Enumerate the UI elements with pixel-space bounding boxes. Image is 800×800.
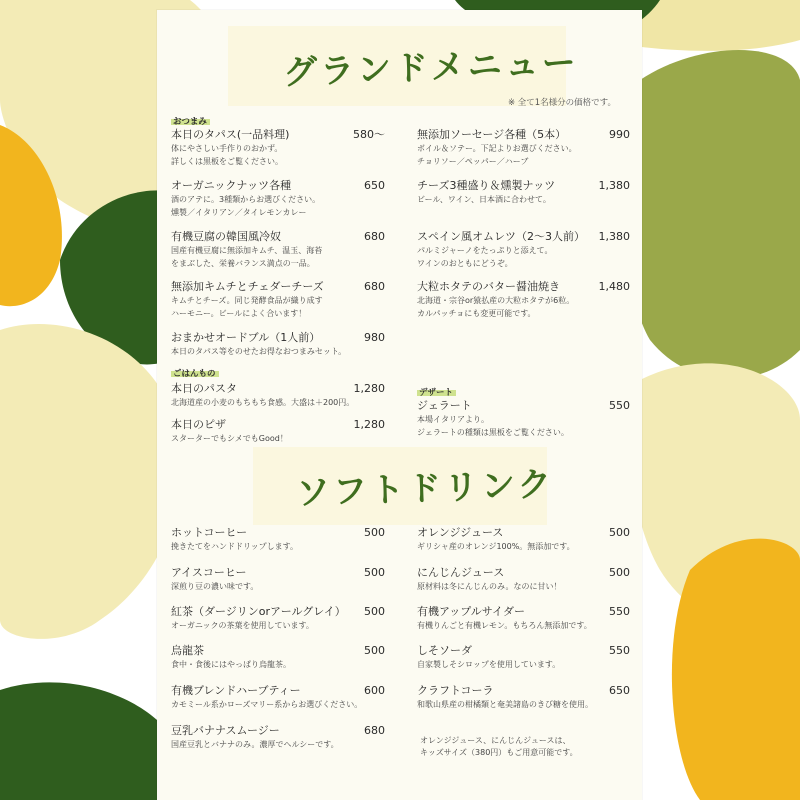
item-price: 600 xyxy=(364,684,385,697)
menu-item xyxy=(171,331,385,358)
item-desc: 食中・食後にはやっぱり烏龍茶。 xyxy=(171,660,291,669)
item-desc: 燻製／イタリアン／タイレモンカレー xyxy=(171,208,307,217)
item-desc: 詳しくは黒板をご覧ください。 xyxy=(171,157,283,166)
item-name: スペイン風オムレツ（2〜3人前） xyxy=(417,230,585,243)
menu-item xyxy=(417,605,630,632)
item-desc: 本日のタパス等をのせたお得なおつまみセット。 xyxy=(171,347,347,356)
menu-item xyxy=(171,280,385,320)
item-desc: 国産有機豆腐に無添加キムチ、温玉、海苔 xyxy=(171,246,323,255)
menu-item xyxy=(417,644,630,671)
item-name: しそソーダ xyxy=(417,644,472,657)
item-name: 本日のタパス(一品料理) xyxy=(171,128,290,141)
item-desc: ギリシャ産のオレンジ100%。無添加です。 xyxy=(417,542,575,551)
item-name: オーガニックナッツ各種 xyxy=(171,179,292,192)
item-price: 1,380 xyxy=(598,179,630,192)
menu-item xyxy=(417,399,630,439)
item-name: おまかせオードブル（1人前） xyxy=(171,331,321,344)
item-name: クラフトコーラ xyxy=(417,684,494,697)
menu-item xyxy=(417,280,630,320)
item-desc: キムチとチーズ。同じ発酵食品が織り成す xyxy=(171,296,323,305)
item-name: 大粒ホタテのバター醤油焼き xyxy=(417,280,560,293)
grand-menu-heading: グランドメニュー xyxy=(282,42,580,94)
item-name: 有機豆腐の韓国風冷奴 xyxy=(171,230,281,243)
item-price: 500 xyxy=(609,526,630,539)
kids-size-note xyxy=(420,735,578,759)
item-price: 1,380 xyxy=(598,230,630,243)
item-desc: パルミジャーノをたっぷりと添えて。 xyxy=(417,246,553,255)
menu-item xyxy=(417,128,630,168)
item-desc: 北海道産の小麦のもちもち食感。大盛は＋200円。 xyxy=(171,398,355,407)
item-desc: カルパッチョにも変更可能です。 xyxy=(417,309,536,318)
item-desc: チョリソー／ペッパー／ハーブ xyxy=(417,157,529,166)
olive-blob-right xyxy=(622,50,800,379)
kids-note-line: オレンジジュース、にんじんジュースは、 xyxy=(420,736,571,745)
item-name: ホットコーヒー xyxy=(171,526,248,539)
menu-item xyxy=(171,526,385,553)
item-price: 500 xyxy=(364,566,385,579)
menu-item xyxy=(171,605,385,632)
item-desc: 北海道・宗谷or猿払産の大粒ホタテが6粒。 xyxy=(417,296,575,305)
menu-item xyxy=(417,566,630,593)
item-name: 有機ブレンドハーブティー xyxy=(171,684,301,697)
menu-item xyxy=(171,684,385,711)
item-name: 紅茶（ダージリンorアールグレイ） xyxy=(171,605,346,618)
item-price: 980 xyxy=(364,331,385,344)
item-price: 1,480 xyxy=(598,280,630,293)
item-price: 1,280 xyxy=(353,418,385,431)
menu-item xyxy=(171,179,385,219)
item-desc: 本場イタリアより。 xyxy=(417,415,489,424)
item-desc: ワインのおともにどうぞ。 xyxy=(417,259,513,268)
item-desc: 原材料は冬にんじんのみ。なのに甘い！ xyxy=(417,582,562,591)
category-otsumami: おつまみ xyxy=(171,115,210,127)
item-desc: ハーモニー。ビールによく合います！ xyxy=(171,309,307,318)
category-gohan: ごはんもの xyxy=(171,367,219,379)
item-name: 本日のパスタ xyxy=(171,382,237,395)
item-desc: 有機りんごと有機レモン。もちろん無添加です。 xyxy=(417,621,592,630)
item-desc: 体にやさしい手作りのおかず。 xyxy=(171,144,283,153)
item-name: 烏龍茶 xyxy=(171,644,204,657)
menu-item xyxy=(171,128,385,168)
menu-item xyxy=(171,382,385,409)
item-desc: カモミール系かローズマリー系からお選びください。 xyxy=(171,700,363,709)
price-note: ※ 全て1名様分の価格です。 xyxy=(507,98,616,108)
item-price: 580〜 xyxy=(353,128,385,141)
item-name: アイスコーヒー xyxy=(171,566,247,579)
item-price: 990 xyxy=(609,128,630,141)
item-price: 500 xyxy=(609,566,630,579)
item-desc: ボイル＆ソテー。下記よりお選びください。 xyxy=(417,144,577,153)
item-price: 550 xyxy=(609,399,630,412)
item-desc: 国産豆乳とバナナのみ。濃厚でヘルシーです。 xyxy=(171,740,339,749)
item-desc: ビール、ワイン、日本酒に合わせて。 xyxy=(417,195,551,204)
item-name: ジェラート xyxy=(417,399,472,412)
menu-item xyxy=(417,179,630,206)
item-desc: 酒のアテに。3種類からお選びください。 xyxy=(171,195,321,204)
item-price: 500 xyxy=(364,644,385,657)
menu-item xyxy=(171,644,385,671)
item-name: 有機アップルサイダー xyxy=(417,605,526,618)
item-desc: オーガニックの茶葉を使用しています。 xyxy=(171,621,314,630)
menu-item xyxy=(171,230,385,270)
item-price: 680 xyxy=(364,230,385,243)
item-name: にんじんジュース xyxy=(417,566,505,579)
item-desc: ジェラートの種類は黒板をご覧ください。 xyxy=(417,428,569,437)
item-price: 650 xyxy=(364,179,385,192)
menu-item xyxy=(171,724,385,751)
item-name: 無添加ソーセージ各種（5本） xyxy=(417,128,567,141)
soft-drink-heading: ソフトドリンク xyxy=(295,464,556,514)
item-price: 650 xyxy=(609,684,630,697)
pale-yellow-blob-left xyxy=(0,324,181,639)
menu-item xyxy=(171,566,385,593)
menu-item xyxy=(417,526,630,553)
item-desc: 自家製しそシロップを使用しています。 xyxy=(417,660,561,669)
item-name: チーズ3種盛り＆燻製ナッツ xyxy=(417,179,556,192)
dark-green-blob-bottom-left xyxy=(0,682,183,800)
kids-note-line: キッズサイズ（380円）もご用意可能です。 xyxy=(420,748,578,757)
item-name: 本日のピザ xyxy=(171,418,226,431)
category-dessert: デザート xyxy=(417,386,456,398)
item-price: 550 xyxy=(609,644,630,657)
item-price: 550 xyxy=(609,605,630,618)
item-desc: 和歌山県産の柑橘類と奄美諸島のきび糖を使用。 xyxy=(417,700,593,709)
item-price: 1,280 xyxy=(353,382,385,395)
item-name: 豆乳バナナスムージー xyxy=(171,724,280,737)
menu-item xyxy=(171,418,385,445)
item-price: 500 xyxy=(364,605,385,618)
item-desc: をまぶした、栄養バランス満点の一品。 xyxy=(171,259,315,268)
item-price: 500 xyxy=(364,526,385,539)
item-price: 680 xyxy=(364,280,385,293)
item-desc: 挽きたてをハンドドリップします。 xyxy=(171,542,299,551)
item-desc: スターターでもシメでもGood！ xyxy=(171,434,288,443)
item-name: オレンジジュース xyxy=(417,526,504,539)
item-name: 無添加キムチとチェダーチーズ xyxy=(171,280,324,293)
orange-blob-bottom-right xyxy=(672,539,800,800)
item-desc: 深煎り豆の濃い味です。 xyxy=(171,582,259,591)
menu-item xyxy=(417,230,630,270)
menu-item xyxy=(417,684,630,711)
item-price: 680 xyxy=(364,724,385,737)
